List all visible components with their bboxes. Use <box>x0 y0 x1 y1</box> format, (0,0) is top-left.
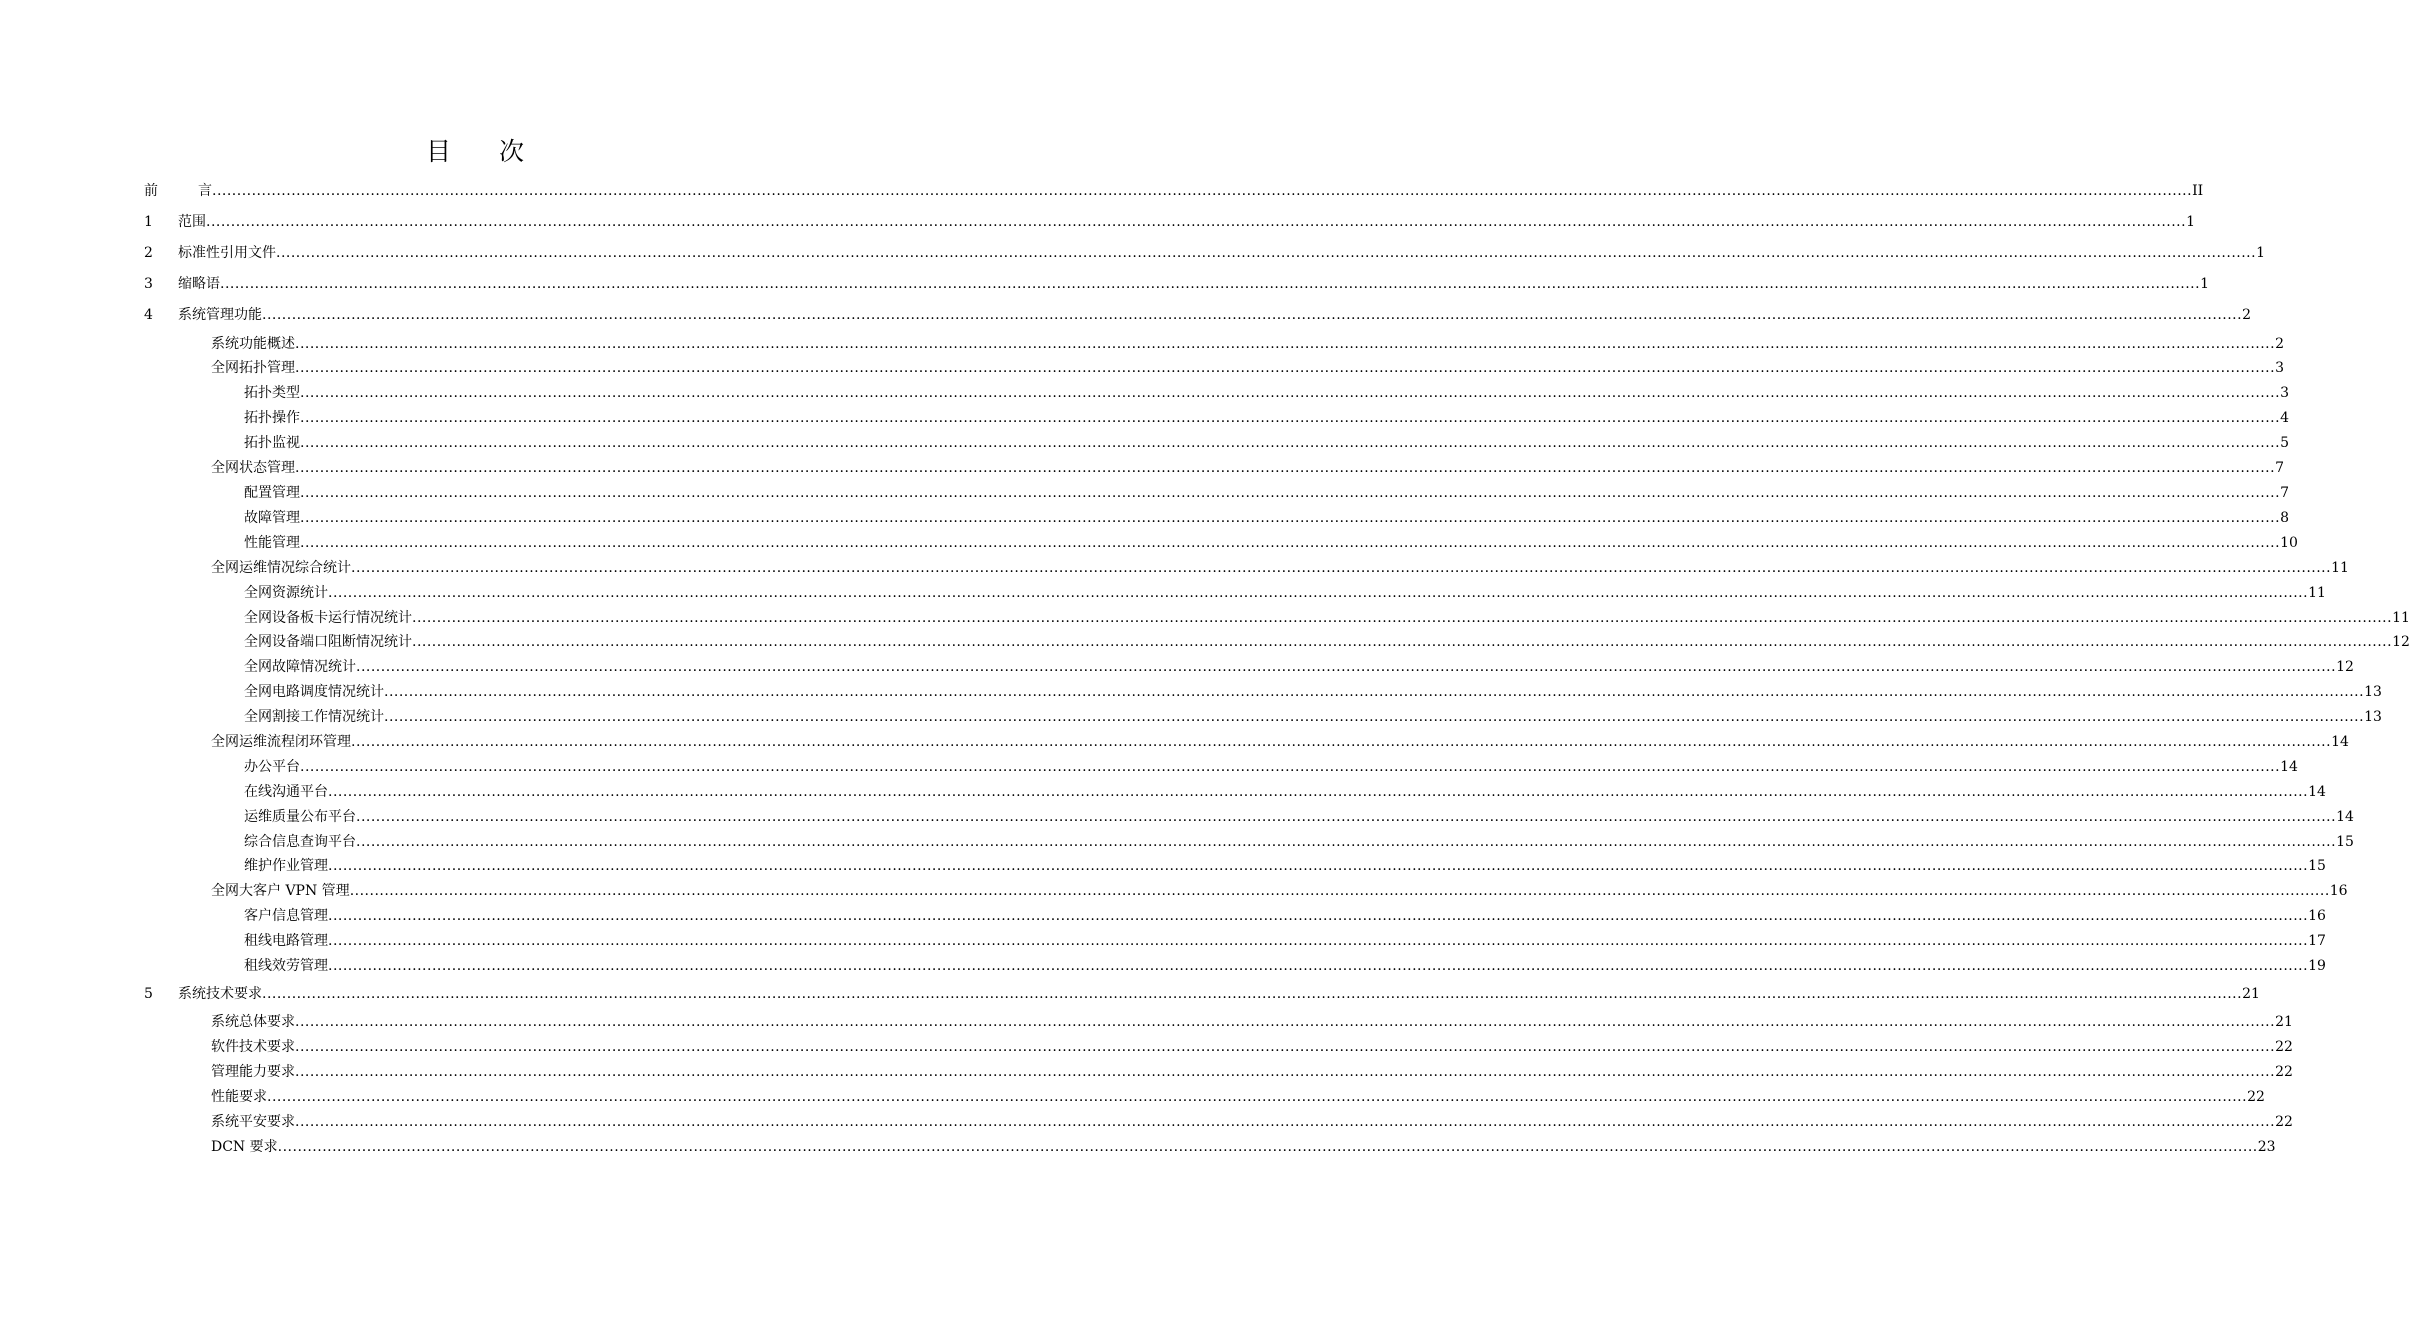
toc-entry-line <box>244 608 2410 628</box>
toc-entry-number: 1 <box>144 214 153 230</box>
toc-leader-dots: ................................................................................................................................................................................................................................................................................................................................................................................................................ <box>300 759 2281 775</box>
toc-entry-line <box>244 508 2289 528</box>
toc-entry-line <box>144 181 2204 201</box>
toc-entry-line <box>178 984 2260 1004</box>
toc-entry-label: 维护作业管理 <box>244 858 328 874</box>
toc-entry-line <box>244 931 2326 951</box>
toc-entry[interactable] <box>0 433 2289 453</box>
toc-entry-line <box>211 1087 2265 1107</box>
toc-entry-page: 22 <box>2247 1089 2265 1105</box>
toc-entry-page: 13 <box>2364 684 2382 700</box>
toc-entry-page: 19 <box>2308 958 2326 974</box>
toc-entry-line <box>211 558 2349 578</box>
toc-entry-line <box>211 1112 2293 1132</box>
toc-entry-line <box>211 1037 2293 1057</box>
toc-entry-page: 3 <box>2275 360 2284 376</box>
toc-entry-page: 23 <box>2257 1139 2276 1155</box>
toc-entry[interactable] <box>0 807 2354 827</box>
toc-entry[interactable] <box>0 508 2289 528</box>
toc-entry-label: 拓扑操作 <box>244 410 300 426</box>
toc-title-left: 目 <box>425 137 451 166</box>
toc-entry-label: 拓扑监视 <box>244 435 300 451</box>
toc-entry-label: 性能要求 <box>211 1089 267 1105</box>
toc-entry[interactable] <box>0 1037 2293 1057</box>
toc-leader-dots: ................................................................................................................................................................................................................................................................................................................................................................................................................ <box>212 183 2193 199</box>
toc-entry-page: 21 <box>2242 986 2260 1002</box>
toc-entry-line <box>244 807 2354 827</box>
toc-entry[interactable] <box>0 583 2326 603</box>
toc-entry-label: 全网资源统计 <box>244 585 328 601</box>
toc-leader-dots: ................................................................................................................................................................................................................................................................................................................................................................................................................ <box>300 385 2281 401</box>
toc-entry-label: 全网运维情况综合统计 <box>211 560 351 576</box>
toc-entry-line <box>178 305 2251 325</box>
toc-entry-page: 17 <box>2308 933 2326 949</box>
toc-entry-label: 全网设备板卡运行情况统计 <box>244 610 412 626</box>
toc-leader-dots: ................................................................................................................................................................................................................................................................................................................................................................................................................ <box>349 883 2330 899</box>
toc-leader-dots: ................................................................................................................................................................................................................................................................................................................................................................................................................ <box>328 858 2309 874</box>
toc-leader-dots: ................................................................................................................................................................................................................................................................................................................................................................................................................ <box>351 560 2332 576</box>
toc-entry-label: 缩略语 <box>178 276 220 292</box>
toc-entry-label: 前 言 <box>144 183 212 199</box>
toc-entry[interactable] <box>0 383 2289 403</box>
toc-entry-label: 全网设备端口阻断情况统计 <box>244 634 412 650</box>
toc-entry-label: 全网拓扑管理 <box>211 360 295 376</box>
toc-entry-line <box>244 433 2289 453</box>
toc-entry-label: 综合信息查询平台 <box>244 834 356 850</box>
toc-title <box>0 132 950 168</box>
toc-entry-line <box>244 782 2326 802</box>
toc-entry-label: 拓扑类型 <box>244 385 300 401</box>
toc-entry-page: 12 <box>2336 659 2354 675</box>
toc-entry[interactable] <box>0 608 2410 628</box>
toc-leader-dots: ................................................................................................................................................................................................................................................................................................................................................................................................................ <box>276 245 2257 261</box>
toc-entry-page: 5 <box>2280 435 2289 451</box>
toc-entry-number: 4 <box>144 307 153 323</box>
toc-entry-page: 15 <box>2336 834 2354 850</box>
toc-entry-label: 运维质量公布平台 <box>244 809 356 825</box>
toc-entry[interactable] <box>0 458 2284 478</box>
toc-entry[interactable] <box>0 212 2195 232</box>
toc-leader-dots: ................................................................................................................................................................................................................................................................................................................................................................................................................ <box>262 986 2243 1002</box>
toc-leader-dots: ................................................................................................................................................................................................................................................................................................................................................................................................................ <box>262 307 2243 323</box>
toc-entry-label: 标准性引用文件 <box>178 245 276 261</box>
toc-entry[interactable] <box>0 707 2382 727</box>
toc-leader-dots: ................................................................................................................................................................................................................................................................................................................................................................................................................ <box>300 485 2281 501</box>
toc-entry[interactable] <box>0 782 2326 802</box>
toc-entry-label: 租线效劳管理 <box>244 958 328 974</box>
toc-entry-line <box>244 757 2298 777</box>
toc-leader-dots: ................................................................................................................................................................................................................................................................................................................................................................................................................ <box>412 634 2393 650</box>
toc-entry-line <box>244 707 2382 727</box>
toc-entry-line <box>244 832 2354 852</box>
toc-entry-line <box>178 274 2209 294</box>
toc-entry-page: 11 <box>2392 610 2410 626</box>
toc-entry[interactable] <box>0 984 2260 1004</box>
toc-entry-label: DCN 要求 <box>211 1139 278 1155</box>
toc-entry-page: 22 <box>2275 1039 2293 1055</box>
toc-entry-number: 5 <box>144 986 153 1002</box>
toc-leader-dots: ................................................................................................................................................................................................................................................................................................................................................................................................................ <box>295 1039 2276 1055</box>
toc-entry-page: 1 <box>2256 245 2265 261</box>
toc-entry[interactable] <box>0 483 2289 503</box>
toc-leader-dots: ................................................................................................................................................................................................................................................................................................................................................................................................................ <box>328 958 2309 974</box>
toc-leader-dots: ................................................................................................................................................................................................................................................................................................................................................................................................................ <box>356 809 2337 825</box>
toc-entry-page: 21 <box>2275 1014 2293 1030</box>
toc-leader-dots: ................................................................................................................................................................................................................................................................................................................................................................................................................ <box>412 610 2393 626</box>
toc-entry-page: 1 <box>2200 276 2209 292</box>
toc-entry-page: 22 <box>2275 1064 2293 1080</box>
toc-entry-line <box>211 334 2284 354</box>
toc-leader-dots: ................................................................................................................................................................................................................................................................................................................................................................................................................ <box>300 410 2281 426</box>
toc-entry-label: 性能管理 <box>244 535 300 551</box>
toc-entry-label: 全网大客户 VPN 管理 <box>211 883 350 899</box>
toc-entry-label: 范围 <box>178 214 206 230</box>
toc-entry-label: 系统平安要求 <box>211 1114 295 1130</box>
toc-entry[interactable] <box>0 533 2298 553</box>
toc-entry[interactable] <box>0 832 2354 852</box>
toc-entry[interactable] <box>0 1087 2265 1107</box>
toc-entry-line <box>178 243 2265 263</box>
toc-entry-page: 11 <box>2331 560 2349 576</box>
toc-entry-label: 全网割接工作情况统计 <box>244 709 384 725</box>
toc-entry-line <box>211 732 2349 752</box>
toc-leader-dots: ................................................................................................................................................................................................................................................................................................................................................................................................................ <box>220 276 2201 292</box>
toc-entry-line <box>211 881 2348 901</box>
toc-leader-dots: ................................................................................................................................................................................................................................................................................................................................................................................................................ <box>384 684 2365 700</box>
toc-entry[interactable] <box>0 931 2326 951</box>
toc-leader-dots: ................................................................................................................................................................................................................................................................................................................................................................................................................ <box>295 360 2276 376</box>
toc-entry[interactable] <box>0 334 2284 354</box>
toc-entry-page: 14 <box>2336 809 2354 825</box>
toc-leader-dots: ................................................................................................................................................................................................................................................................................................................................................................................................................ <box>295 460 2276 476</box>
toc-entry-line <box>244 657 2354 677</box>
toc-leader-dots: ................................................................................................................................................................................................................................................................................................................................................................................................................ <box>267 1089 2248 1105</box>
toc-leader-dots: ................................................................................................................................................................................................................................................................................................................................................................................................................ <box>328 933 2309 949</box>
toc-entry-page: 11 <box>2308 585 2326 601</box>
toc-leader-dots: ................................................................................................................................................................................................................................................................................................................................................................................................................ <box>300 535 2281 551</box>
toc-entry-line <box>244 383 2289 403</box>
toc-entry-page: 3 <box>2280 385 2289 401</box>
toc-leader-dots: ................................................................................................................................................................................................................................................................................................................................................................................................................ <box>300 510 2281 526</box>
toc-entry-line <box>244 856 2326 876</box>
toc-entry-line <box>244 483 2289 503</box>
toc-entry[interactable] <box>0 956 2326 976</box>
toc-entry[interactable] <box>0 181 2204 201</box>
toc-entry-page: 7 <box>2280 485 2289 501</box>
toc-title-right: 次 <box>499 137 525 166</box>
toc-entry-line <box>244 682 2382 702</box>
toc-entry[interactable] <box>0 856 2326 876</box>
toc-entry-line <box>244 632 2410 652</box>
toc-entry-page: 12 <box>2392 634 2410 650</box>
toc-entry-page: 4 <box>2280 410 2289 426</box>
toc-entry-line <box>244 583 2326 603</box>
toc-entry-page: 10 <box>2280 535 2298 551</box>
toc-entry-label: 系统功能概述 <box>211 336 295 352</box>
toc-entry[interactable] <box>0 305 2251 325</box>
toc-entry[interactable] <box>0 906 2326 926</box>
toc-entry-label: 在线沟通平台 <box>244 784 328 800</box>
toc-entry-line <box>244 906 2326 926</box>
toc-entry[interactable] <box>0 632 2410 652</box>
toc-entry-label: 系统总体要求 <box>211 1014 295 1030</box>
toc-entry[interactable] <box>0 1062 2293 1082</box>
toc-entry-label: 系统管理功能 <box>178 307 262 323</box>
toc-leader-dots: ................................................................................................................................................................................................................................................................................................................................................................................................................ <box>384 709 2365 725</box>
toc-entry-label: 全网故障情况统计 <box>244 659 356 675</box>
toc-entry[interactable] <box>0 1012 2293 1032</box>
toc-leader-dots: ................................................................................................................................................................................................................................................................................................................................................................................................................ <box>356 659 2337 675</box>
toc-entry-page: II <box>2192 183 2204 199</box>
toc-entry-number: 2 <box>144 245 153 261</box>
toc-entry-label: 租线电路管理 <box>244 933 328 949</box>
toc-entry-page: 22 <box>2275 1114 2293 1130</box>
toc-entry-page: 14 <box>2331 734 2349 750</box>
toc-leader-dots: ................................................................................................................................................................................................................................................................................................................................................................................................................ <box>351 734 2332 750</box>
toc-entry[interactable] <box>0 657 2354 677</box>
toc-entry-label: 配置管理 <box>244 485 300 501</box>
toc-entry-line <box>211 1062 2293 1082</box>
toc-entry-page: 14 <box>2280 759 2298 775</box>
toc-entry-page: 1 <box>2186 214 2195 230</box>
toc-entry[interactable] <box>0 757 2298 777</box>
toc-entry-label: 全网运维流程闭环管理 <box>211 734 351 750</box>
toc-entry-label: 办公平台 <box>244 759 300 775</box>
toc-entry-line <box>211 358 2284 378</box>
toc-entry[interactable] <box>0 682 2382 702</box>
toc-leader-dots: ................................................................................................................................................................................................................................................................................................................................................................................................................ <box>328 908 2309 924</box>
toc-entry-page: 15 <box>2308 858 2326 874</box>
toc-entry[interactable] <box>0 558 2349 578</box>
toc-entry-label: 管理能力要求 <box>211 1064 295 1080</box>
toc-leader-dots: ................................................................................................................................................................................................................................................................................................................................................................................................................ <box>300 435 2281 451</box>
toc-entry-label: 客户信息管理 <box>244 908 328 924</box>
toc-entry[interactable] <box>0 358 2284 378</box>
toc-leader-dots: ................................................................................................................................................................................................................................................................................................................................................................................................................ <box>295 1114 2276 1130</box>
toc-leader-dots: ................................................................................................................................................................................................................................................................................................................................................................................................................ <box>206 214 2187 230</box>
toc-leader-dots: ................................................................................................................................................................................................................................................................................................................................................................................................................ <box>277 1139 2258 1155</box>
toc-entry-page: 14 <box>2308 784 2326 800</box>
toc-entry[interactable] <box>0 408 2289 428</box>
toc-entry-label: 全网状态管理 <box>211 460 295 476</box>
toc-entry[interactable] <box>0 274 2209 294</box>
toc-entry[interactable] <box>0 732 2349 752</box>
toc-entry-page: 8 <box>2280 510 2289 526</box>
toc-entry-line <box>211 458 2284 478</box>
toc-entry-line <box>178 212 2195 232</box>
toc-entry-number: 3 <box>144 276 153 292</box>
toc-entry-page: 13 <box>2364 709 2382 725</box>
toc-entry-label: 系统技术要求 <box>178 986 262 1002</box>
toc-entry-page: 7 <box>2275 460 2284 476</box>
toc-entry-label: 软件技术要求 <box>211 1039 295 1055</box>
toc-entry[interactable] <box>0 243 2265 263</box>
toc-entry[interactable] <box>0 1137 2276 1157</box>
toc-leader-dots: ................................................................................................................................................................................................................................................................................................................................................................................................................ <box>328 784 2309 800</box>
toc-leader-dots: ................................................................................................................................................................................................................................................................................................................................................................................................................ <box>356 834 2337 850</box>
toc-entry-line <box>244 533 2298 553</box>
toc-entry-line <box>244 956 2326 976</box>
toc-entry-page: 2 <box>2275 336 2284 352</box>
toc-entry-line <box>244 408 2289 428</box>
toc-leader-dots: ................................................................................................................................................................................................................................................................................................................................................................................................................ <box>295 1064 2276 1080</box>
toc-leader-dots: ................................................................................................................................................................................................................................................................................................................................................................................................................ <box>295 1014 2276 1030</box>
toc-entry[interactable] <box>0 881 2348 901</box>
toc-entry-label: 故障管理 <box>244 510 300 526</box>
toc-entry-label: 全网电路调度情况统计 <box>244 684 384 700</box>
toc-leader-dots: ................................................................................................................................................................................................................................................................................................................................................................................................................ <box>295 336 2276 352</box>
toc-entry-line <box>211 1137 2276 1157</box>
toc-entry-page: 2 <box>2242 307 2251 323</box>
toc-entry[interactable] <box>0 1112 2293 1132</box>
toc-entry-page: 16 <box>2329 883 2348 899</box>
toc-entry-page: 16 <box>2308 908 2326 924</box>
toc-leader-dots: ................................................................................................................................................................................................................................................................................................................................................................................................................ <box>328 585 2309 601</box>
toc-entry-line <box>211 1012 2293 1032</box>
